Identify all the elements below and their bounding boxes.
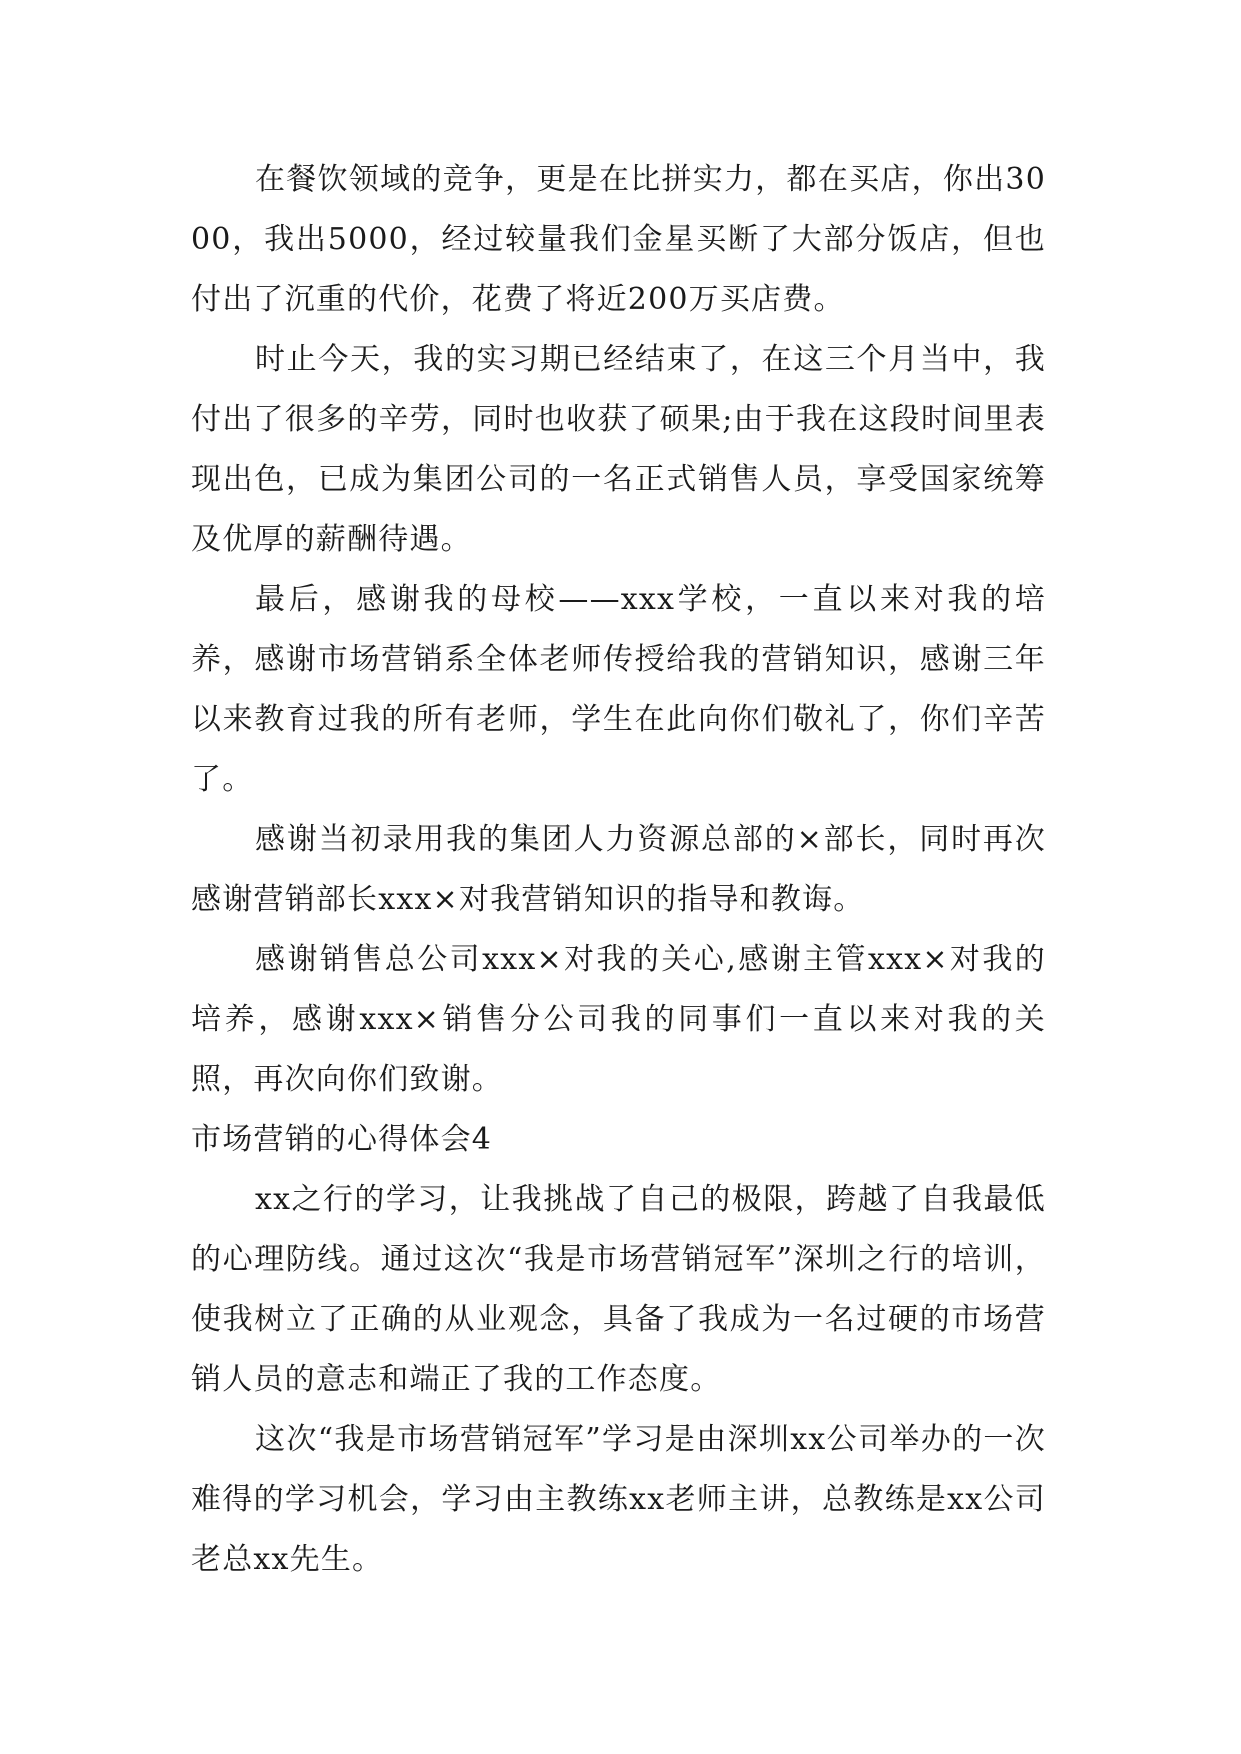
section-heading: 市场营销的心得体会4 (191, 1122, 493, 1157)
paragraph-thanks-hr: 感谢当初录用我的集团人力资源总部的×部长，同时再次感谢营销部长xxx×对我营销知识的指导和教诲。 (191, 822, 1046, 917)
paragraph-thanks-colleagues: 感谢销售总公司xxx×对我的关心,感谢主管xxx×对我的培养，感谢xxx×销售分公司我的同事们一直以来对我的关照，再次向你们致谢。 (191, 942, 1046, 1097)
paragraph-thanks-school: 最后，感谢我的母校——xxx学校，一直以来对我的培养，感谢市场营销系全体老师传授给我的营销知识，感谢三年以来教育过我的所有老师，学生在此向你们敬礼了，你们辛苦了。 (191, 582, 1046, 797)
paragraph-internship-end: 时止今天，我的实习期已经结束了，在这三个月当中，我付出了很多的辛劳，同时也收获了硕果;由于我在这段时间里表现出色，已成为集团公司的一名正式销售人员，享受国家统筹及优厚的薪酬待遇。 (191, 342, 1046, 557)
paragraph-training-trip: xx之行的学习，让我挑战了自己的极限，跨越了自我最低的心理防线。通过这次“我是市场营销冠军”深圳之行的培训，使我树立了正确的从业观念，具备了我成为一名过硬的市场营销人员的意志和端正了我的工作态度。 (191, 1182, 1046, 1397)
paragraph-bidding-competition: 在餐饮领域的竞争，更是在比拼实力，都在买店，你出3000，我出5000，经过较量我们金星买断了大部分饭店，但也付出了沉重的代价，花费了将近200万买店费。 (191, 162, 1046, 317)
document-body (191, 150, 1046, 1590)
paragraph-training-organizer: 这次“我是市场营销冠军”学习是由深圳xx公司举办的一次难得的学习机会，学习由主教练xx老师主讲，总教练是xx公司老总xx先生。 (191, 1422, 1046, 1577)
